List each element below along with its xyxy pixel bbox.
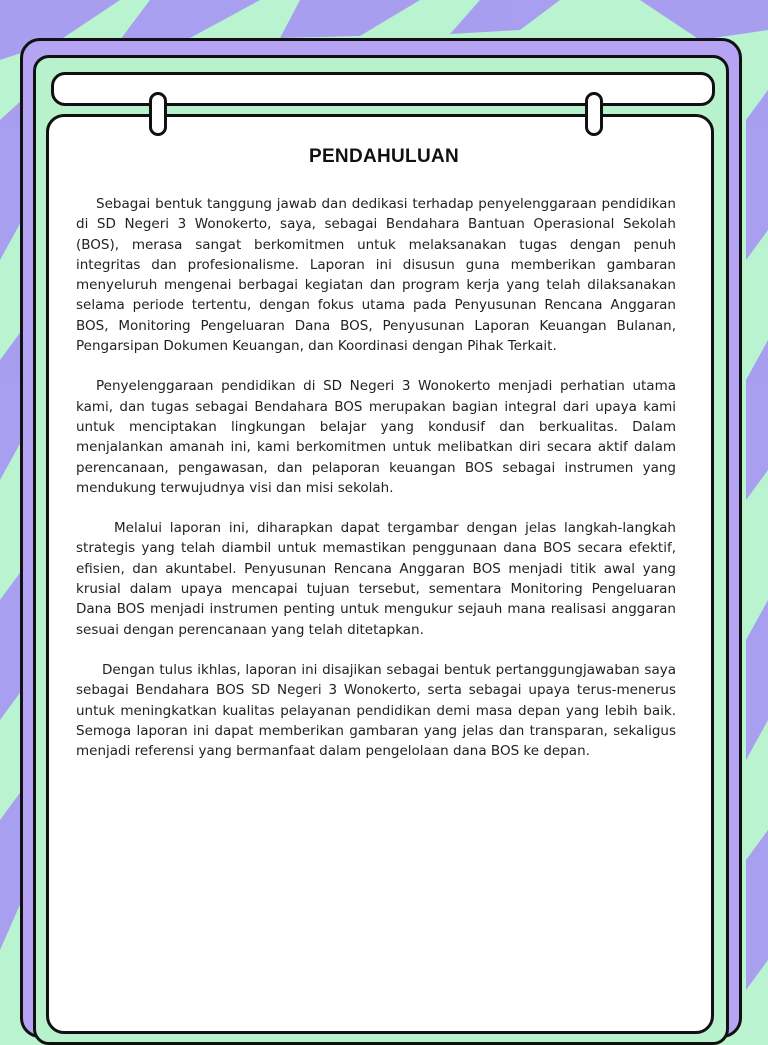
paragraph-3: Melalui laporan ini, diharapkan dapat tergambar dengan jelas langkah-langkah strategis yang telah diambil untuk memastikan penggunaan dana BOS secara efektif, efisien, dan akuntabel. Penyusunan Rencana Anggaran BOS menjadi titik awal yang krusial dalam upaya mencapai tujuan tersebut, sementara Monitoring Pengeluaran Dana BOS menjadi instrumen penting untuk mengukur sejauh mana realisasi anggaran sesuai dengan perencanaan yang telah ditetapkan. [76,520,676,638]
document-body [76,194,676,781]
paragraph-1: Sebagai bentuk tanggung jawab dan dedikasi terhadap penyelenggaraan pendidikan di SD Negeri 3 Wonokerto, saya, sebagai Bendahara Bantuan Operasional Sekolah (BOS), merasa sangat berkomitmen untuk melaksanakan tugas dengan penuh integritas dan profesionalisme. Laporan ini disusun guna memberikan gambaran menyeluruh mengenai berbagai kegiatan dan program kerja yang telah dilaksanakan selama periode tertentu, dengan fokus utama pada Penyusunan Rencana Anggaran BOS, Monitoring Pengeluaran Dana BOS, Penyusunan Laporan Keuangan Bulanan, Pengarsipan Dokumen Keuangan, dan Koordinasi dengan Pihak Terkait. [76,196,676,355]
paragraph-2: Penyelenggaraan pendidikan di SD Negeri 3 Wonokerto menjadi perhatian utama kami, dan tugas sebagai Bendahara BOS merupakan bagian integral dari upaya kami untuk menciptakan lingkungan belajar yang kondusif dan berkualitas. Dalam menjalankan amanah ini, kami berkomitmen untuk melibatkan diri secara aktif dalam perencanaan, pengawasan, dan pelaporan keuangan BOS sebagai instrumen yang mendukung terwujudnya visi dan misi sekolah. [76,378,676,496]
paragraph-4: Dengan tulus ikhlas, laporan ini disajikan sebagai bentuk pertanggungjawaban saya sebagai Bendahara BOS SD Negeri 3 Wonokerto, serta sebagai upaya terus-menerus untuk meningkatkan kualitas pelayanan pendidikan demi masa depan yang lebih baik. Semoga laporan ini dapat memberikan gambaran yang jelas dan transparan, sekaligus menjadi referensi yang bermanfaat dalam pengelolaan dana BOS ke depan. [76,661,676,760]
binder-ring-left [149,92,167,136]
page-title: PENDAHULUAN [308,146,460,167]
binder-ring-right [585,92,603,136]
